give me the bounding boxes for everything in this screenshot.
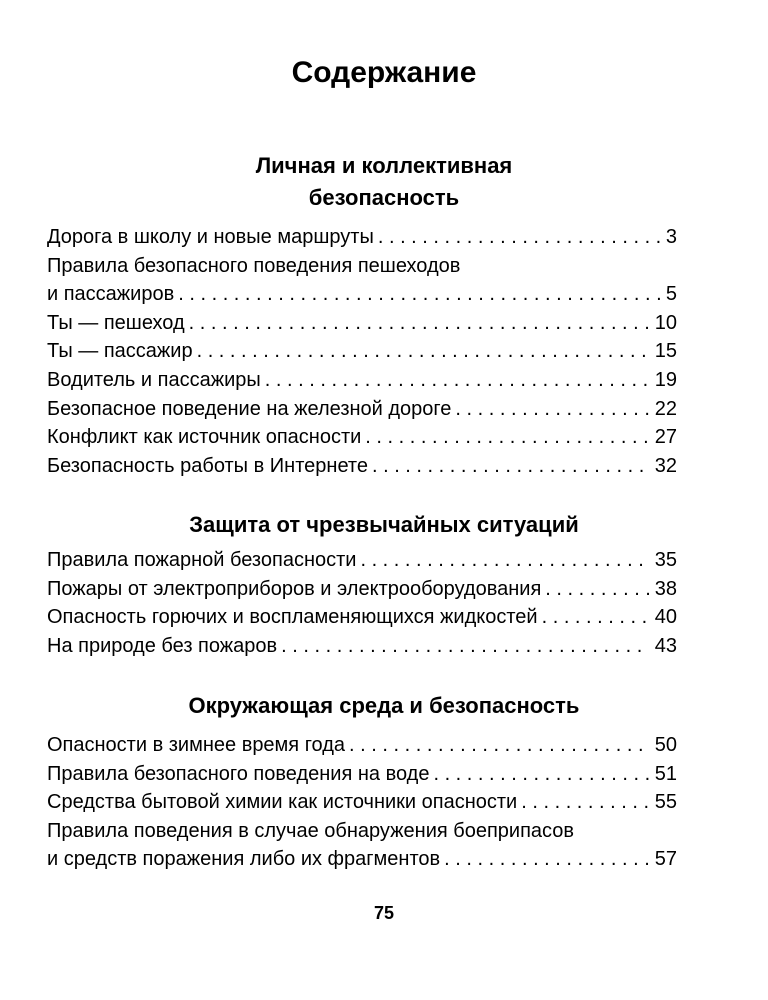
dot-leader <box>372 452 649 481</box>
dot-leader <box>444 845 649 874</box>
entry-title: Ты — пассажир <box>47 340 193 363</box>
section-title-environment: Окружающая среда и безопасность <box>188 693 580 718</box>
entry-title: Правила пожарной безопасности <box>47 549 357 571</box>
entry-page: 5 <box>665 283 677 306</box>
toc-entry <box>47 603 677 632</box>
entry-title: и пассажиров <box>47 283 175 306</box>
dot-leader <box>189 309 649 338</box>
entry-title: На природе без пожаров <box>47 634 278 657</box>
entry-page: 57 <box>654 848 677 871</box>
dot-leader <box>545 575 648 604</box>
section-title-line: безопасность <box>308 185 460 210</box>
dot-leader <box>197 337 649 366</box>
entry-page: 38 <box>654 577 677 600</box>
entry-title: и средств поражения либо их фрагментов <box>47 848 441 871</box>
entry-page: 50 <box>654 734 677 756</box>
toc-entry <box>47 309 677 338</box>
toc-entry <box>47 366 677 395</box>
toc-entry <box>47 280 677 309</box>
entry-page: 55 <box>654 791 677 814</box>
dot-leader <box>365 423 648 452</box>
entry-page: 10 <box>654 311 677 334</box>
entry-title: Пожары от электроприборов и электрооборудования <box>47 577 542 600</box>
entry-page: 27 <box>654 426 677 449</box>
entry-title: Дорога в школу и новые маршруты <box>47 226 374 248</box>
toc-entry <box>47 632 677 661</box>
section-title-line: Личная и коллективная <box>255 153 513 178</box>
dot-leader <box>360 546 648 575</box>
entry-page: 43 <box>654 634 677 657</box>
dot-leader <box>281 632 649 661</box>
entry-title-line1: Правила безопасного поведения пешеходов <box>47 254 461 277</box>
dot-leader <box>542 603 649 632</box>
entry-title: Средства бытовой химии как источники опасности <box>47 791 518 814</box>
toc-entry <box>47 788 677 817</box>
section-title-emergency: Защита от чрезвычайных ситуаций <box>189 512 579 537</box>
entry-title: Конфликт как источник опасности <box>47 426 362 449</box>
entry-page: 40 <box>654 606 677 629</box>
toc-entry <box>47 845 677 874</box>
toc-section-1 <box>47 223 677 480</box>
entry-page: 51 <box>654 762 677 785</box>
dot-leader <box>433 760 648 789</box>
entry-title: Водитель и пассажиры <box>47 368 261 391</box>
toc-entry <box>47 760 677 789</box>
entry-title: Безопасное поведение на железной дороге <box>47 397 452 420</box>
page-number: 75 <box>373 903 395 923</box>
entry-page: 19 <box>654 368 677 391</box>
toc-section-2 <box>47 546 677 660</box>
entry-title-line1: Правила поведения в случае обнаружения боеприпасов <box>47 819 575 842</box>
toc-entry <box>47 575 677 604</box>
dot-leader <box>265 366 649 395</box>
entry-title: Ты — пешеход <box>47 311 185 334</box>
section-title-personal-safety <box>0 150 768 214</box>
toc-section-3 <box>47 731 677 874</box>
dot-leader <box>349 731 649 760</box>
toc-entry <box>47 546 677 575</box>
toc-entry <box>47 731 677 760</box>
dot-leader <box>455 395 648 424</box>
toc-entry <box>47 223 677 252</box>
entry-title: Правила безопасного поведения на воде <box>47 762 430 785</box>
dot-leader <box>521 788 649 817</box>
page-title: Содержание <box>291 56 477 89</box>
toc-entry <box>47 452 677 481</box>
entry-title: Безопасность работы в Интернете <box>47 454 368 477</box>
entry-page: 15 <box>654 340 677 363</box>
toc-entry <box>47 395 677 424</box>
entry-page: 32 <box>654 454 677 477</box>
dot-leader <box>378 223 660 252</box>
entry-page: 35 <box>654 549 677 571</box>
entry-title: Опасность горючих и воспламеняющихся жидкостей <box>47 606 538 629</box>
entry-page: 3 <box>665 226 677 248</box>
toc-entry <box>47 423 677 452</box>
dot-leader <box>178 280 660 309</box>
toc-entry <box>47 337 677 366</box>
entry-page: 22 <box>654 397 677 420</box>
entry-title: Опасности в зимнее время года <box>47 734 346 756</box>
